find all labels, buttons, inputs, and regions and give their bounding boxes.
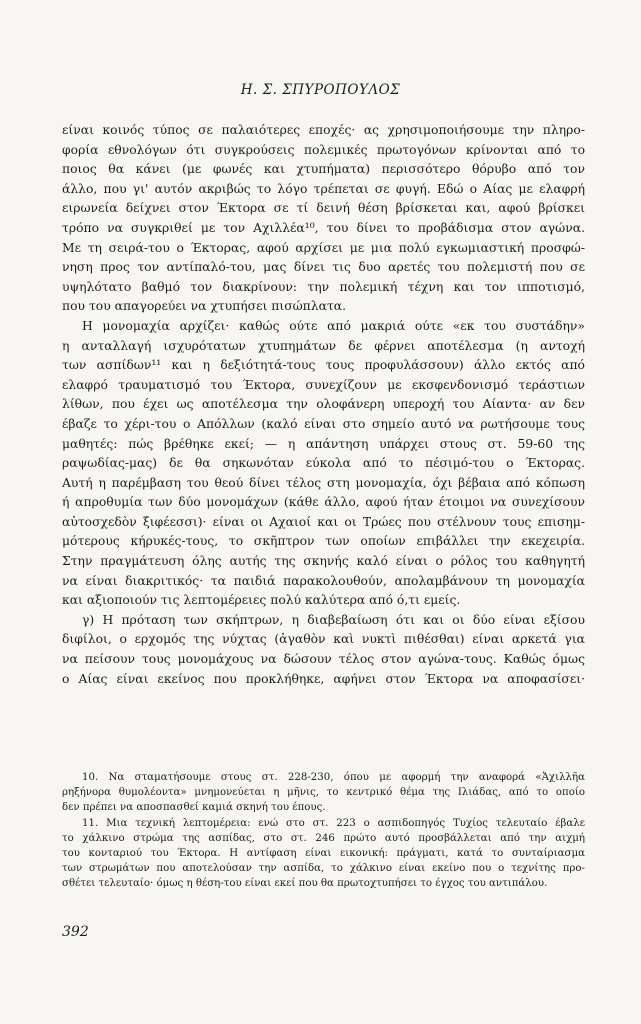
footnote-line: δεν πρέπει να αποσπασθεί καμιά σκηνή του έπους. (62, 802, 326, 814)
text-line: ο Αίας είναι εκείνος που προκλήθηκε, αφήνει στον Έκτορα να αποφασίσει· (62, 671, 585, 686)
text-line: ραψωδίας-μας) δε θα σηκωνόταν εύκολα από το πέσιμό-του ο Έκτορας. (62, 456, 585, 471)
text-line: Η μονομαχία αρχίζει· καθώς ούτε από μακριά ούτε «εκ του συστάδην» (82, 318, 585, 333)
text-line: να πείσουν τους μονομάχους να δώσουν τέλος στον αγώνα-τους. Καθώς όμως (62, 652, 585, 667)
footnote-line: σθέτει τελευταίο· όμως η θέση-του είναι εκεί που θα πρωτοχτυπήσει το έγχος του αντιπάλου. (62, 878, 548, 890)
text-line: των ασπίδων¹¹ και η δεξιότητά-τους τους προφυλάσσουν) άλλο εκτός από (62, 358, 585, 373)
text-line: Με τη σειρά-του ο Έκτορας, αφού αρχίσει με μια πολύ εγκωμιαστική προσφώ- (62, 240, 585, 255)
text-line: ειρωνεία δείχνει στον Έκτορα σε τί δεινή θέση βρίσκεται και, αφού βρίσκει (62, 201, 585, 216)
text-line: φορία εθνολόγων ότι συγκρούσεις πολεμικές πρωτογόνων κρίνονται από το (62, 142, 585, 157)
text-line: μαθητές: πώς βρέθηκε εκεί; — η απάντηση υπάρχει στους στ. 59-60 της (62, 436, 585, 451)
page-number: 392 (62, 924, 89, 940)
text-line: άλλο, που γι' αυτόν ακριβώς το λόγο τρέπεται σε φυγή. Εδώ ο Αίας με ελαφρή (62, 181, 585, 196)
text-line: μότερους κήρυκές-τους, το σκῆπτρον των οποίων επιβάλλει την εκεχειρία. (62, 534, 585, 549)
footnote-line: των στρωμάτων που αποτελούσαν την ασπίδα, το χάλκινο είναι εκείνο που ο τεχνίτης προ- (62, 863, 585, 875)
text-line: να είναι διακριτικός· τα παιδιά παρακολουθούν, απολαμβάνουν τη μονομαχία (62, 573, 585, 588)
text-line: και αξιοποιούν τις λεπτομέρειες πολύ καλύτερα από ό,τι εμείς. (62, 593, 461, 608)
text-line: είναι κοινός τύπος σε παλαιότερες εποχές· ας χρησιμοποιήσουμε την πληρο- (62, 123, 585, 137)
text-line: γ) Η πρόταση των σκήπτρων, η διαβεβαίωση ότι και οι δύο είναι εξίσου (82, 612, 585, 627)
text-line: η ανταλλαγή ισχυρότατων χτυπημάτων δε φέρνει αποτέλεσμα (η αντοχή (62, 338, 585, 353)
footnote-line: ρηξήνορα θυμολέοντα» μνημονεύεται η μῆνις, το κεντρικό θέμα της Ιλιάδας, από το οποίο (62, 787, 585, 799)
text-line: νηση προς τον αντίπαλό-του, μας δίνει τις δυο αρετές του πολεμιστή που σε (62, 260, 585, 275)
footnote-line: 11. Μια τεχνική λεπτομέρεια: ενώ στο στ. 223 ο ασπιδοπηγός Τυχίος τελευταίο έβαλε (82, 817, 585, 829)
footnotes (62, 770, 585, 892)
footnote-line: 10. Να σταματήσουμε στους στ. 228-230, όπου με αφορμή την αναφορά «Ἀχιλλῆα (82, 772, 585, 783)
main-text (62, 121, 585, 689)
text-line: Στην πραγμάτευση όλης αυτής της σκηνής καλό είναι ο ρόλος του καθηγητή (62, 554, 585, 569)
text-line: υψηλότατο βαθμό τον διακρίνουν: την πολεμική τέχνη και τον ιπποτισμό, (62, 279, 585, 294)
text-line: ή απροθυμία των δύο μονομάχων (κάθε άλλο, αφού ήταν έτοιμοι να συνεχίσουν (62, 495, 585, 510)
text-line: αὐτοσχεδὸν ξιφέεσσι)· είναι οι Αχαιοί και οι Τρώες που στέλνουν τους επισημ- (62, 514, 585, 529)
text-line: που του απαγορεύει να χτυπήσει πισώπλατα. (62, 299, 347, 314)
text-line: διφίλοι, ο ερχομός της νύχτας (ἀγαθὸν καὶ νυκτὶ πιθέσθαι) είναι αρκετά για (62, 632, 585, 647)
text-line: ελαφρό τραυματισμό του Έκτορα, συνεχίζουν με εκσφενδονισμό τεράστιων (62, 377, 585, 392)
text-line: λίθων, που έχει ως αποτέλεσμα την ολοφάνερη υπεροχή του Αίαντα· αν δεν (62, 397, 585, 412)
footnote-line: το χάλκινο στρώμα της ασπίδας, στο στ. 246 πρώτο αυτό προσβάλλεται από την αιχμή (62, 832, 585, 844)
footnote-line: του κονταριού του Έκτορα. Η αντίφαση είναι εικονική: πράγματι, κατά το συνταίριασμα (62, 847, 585, 859)
running-header: Η. Σ. ΣΠΥΡΟΠΟΥΛΟΣ (240, 82, 401, 98)
text-line: ποιος θα κάνει (με φωνές και χτυπήματα) περισσότερο θόρυβο από τον (62, 162, 585, 177)
text-line: Αυτή η παρέμβαση του θεού δίνει τέλος στη μονομαχία, όχι βέβαια από κόπωση (62, 475, 585, 490)
text-line: έβαζε το χέρι-του ο Απόλλων (καλό είναι στο σημείο αυτό να ρωτήσουμε τους (62, 416, 585, 431)
text-line: τρόπο να συγκριθεί με τον Αχιλλέα¹⁰, του δίνει το προβάδισμα στον αγώνα. (62, 220, 585, 235)
